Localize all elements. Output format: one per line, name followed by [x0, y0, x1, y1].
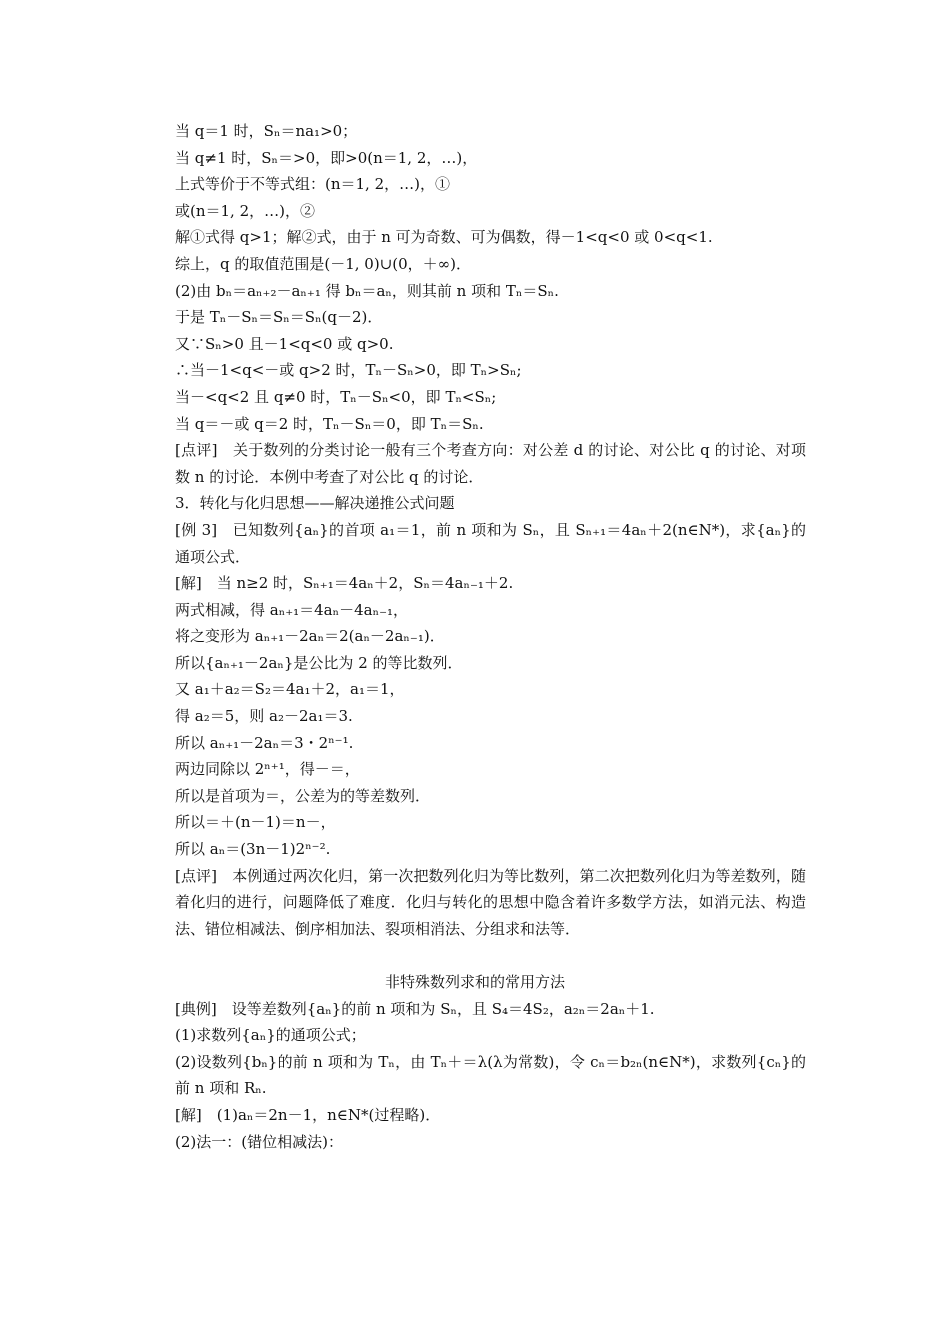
- text-line: 又∵Sₙ>0 且－1<q<0 或 q>0.: [175, 334, 394, 353]
- text-line: 当 q≠1 时，Sₙ＝>0，即>0(n＝1, 2，…)，: [175, 148, 478, 167]
- example-statement: [例 3] 已知数列{aₙ}的首项 a₁＝1，前 n 项和为 Sₙ，且 Sₙ₊₁＝4aₙ＋2(n∈N*)，求{aₙ}的通项公式．: [175, 520, 806, 566]
- text-line: 当 q＝1 时，Sₙ＝na₁>0；: [175, 122, 358, 140]
- text-line: 上式等价于不等式组：(n＝1, 2，…)，①: [175, 175, 450, 194]
- text-line: 当－<q<2 且 q≠0 时，Tₙ－Sₙ<0，即 Tₙ<Sₙ;: [175, 387, 497, 406]
- text-line: (1)求数列{aₙ}的通项公式；: [175, 1026, 366, 1045]
- text-line: 所以 aₙ＝(3n－1)2ⁿ⁻².: [175, 840, 331, 859]
- text-line: 两式相减，得 aₙ₊₁＝4aₙ－4aₙ₋₁，: [175, 600, 409, 619]
- text-line: 当 q＝－或 q＝2 时，Tₙ－Sₙ＝0，即 Tₙ＝Sₙ.: [175, 414, 484, 433]
- text-line: 于是 Tₙ－Sₙ＝Sₙ＝Sₙ(q－2)．: [175, 308, 383, 327]
- text-line: 综上，q 的取值范围是(－1, 0)∪(0，＋∞)．: [175, 254, 472, 273]
- text-line: [解] (1)aₙ＝2n－1，n∈N*(过程略)．: [175, 1105, 441, 1124]
- text-line: 解①式得 q>1；解②式，由于 n 可为奇数、可为偶数，得－1<q<0 或 0<q<1.: [175, 228, 713, 247]
- text-line: 两边同除以 2ⁿ⁺¹，得－＝，: [175, 760, 360, 779]
- remark-paragraph: [点评] 本例通过两次化归，第一次把数列化归为等比数列，第二次把数列化归为等差数列，随着化归的进行，问题降低了难度．化归与转化的思想中隐含着许多数学方法，如消元法、构造法、错位相减法、倒序相加法、裂项相消法、分组求和法等．: [175, 866, 806, 938]
- section-title: 非特殊数列求和的常用方法: [384, 973, 565, 991]
- text-line: [解] 当 n≥2 时，Sₙ₊₁＝4aₙ＋2，Sₙ＝4aₙ₋₁＋2.: [175, 574, 514, 593]
- section-heading: 3．转化与化归思想——解决递推公式问题: [175, 494, 455, 513]
- text-line: 得 a₂＝5，则 a₂－2a₁＝3.: [175, 707, 353, 726]
- text-line: 所以是首项为＝，公差为的等差数列．: [175, 786, 431, 805]
- text-line: (2)由 bₙ＝aₙ₊₂－aₙ₊₁ 得 bₙ＝aₙ，则其前 n 项和 Tₙ＝Sₙ.: [175, 281, 559, 300]
- text-paragraph: (2)设数列{bₙ}的前 n 项和为 Tₙ，由 Tₙ＋＝λ(λ为常数)，令 cₙ＝b₂ₙ(n∈N*)，求数列{cₙ}的前 n 项和 Rₙ.: [175, 1052, 806, 1098]
- text-line: 又 a₁＋a₂＝S₂＝4a₁＋2，a₁＝1，: [175, 680, 405, 699]
- text-line: 所以＝＋(n－1)＝n－，: [175, 813, 336, 832]
- text-line: ∴当－1<q<－或 q>2 时，Tₙ－Sₙ>0，即 Tₙ>Sₙ;: [175, 361, 522, 380]
- document-body: [144, 118, 806, 1155]
- remark-paragraph: [点评] 关于数列的分类讨论一般有三个考查方向：对公差 d 的讨论、对公比 q 的讨论、对项数 n 的讨论．本例中考查了对公比 q 的讨论．: [175, 441, 806, 486]
- text-line: 所以 aₙ₊₁－2aₙ＝3・2ⁿ⁻¹.: [175, 733, 354, 752]
- text-line: 或(n＝1, 2，…)，②: [175, 201, 315, 220]
- text-line: (2)法一：(错位相减法)：: [175, 1132, 343, 1151]
- text-line: 所以{aₙ₊₁－2aₙ}是公比为 2 的等比数列．: [175, 653, 463, 672]
- text-line: 将之变形为 aₙ₊₁－2aₙ＝2(aₙ－2aₙ₋₁)．: [175, 627, 445, 646]
- example-statement: [典例] 设等差数列{aₙ}的前 n 项和为 Sₙ，且 S₄＝4S₂，a₂ₙ＝2aₙ＋1.: [175, 999, 655, 1018]
